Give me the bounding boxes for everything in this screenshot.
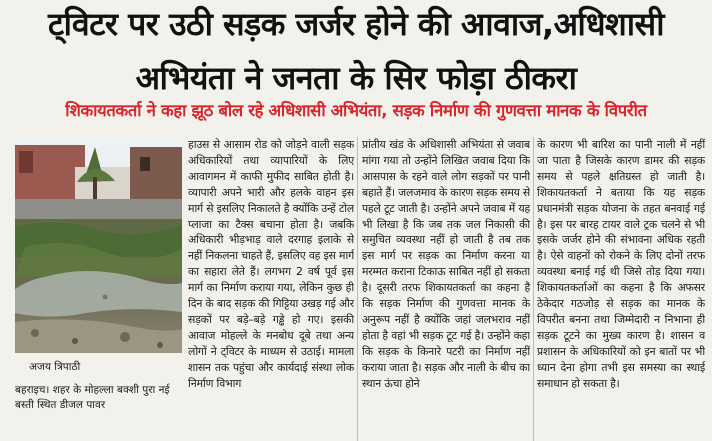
column-divider — [357, 137, 358, 441]
article-column-2: प्रांतीय खंड के अधिशासी अभियंता से जवाब मांगा गया तो उन्होंने लिखित जवाब दिया कि आसपास के रहने वाले लोग सड़कों पर पानी बहाते हैं। जलजमाव के कारण सड़क समय से पहले टूट जाती है। उन्होंने अपने जवाब में यह भी लिखा है कि जब तक जल निकासी की समुचित व्यवस्था नहीं हो जाती है तब तक इस मार्ग पर सड़क का निर्माण करना या मरम्मत कराना टिकाऊ साबित नहीं हो सकता है। दूसरी तरफ शिकायतकर्ता का कहना है कि सड़क निर्माण की गुणवत्ता मानक के अनुरूप नहीं है क्योंकि जहां जलभराव नहीं होता है वहां भी सड़क टूट गई है। उन्होंने कहा कि सड़क के किनारे पटरी का निर्माण नहीं कराया जाता है। सड़क और नाली के बीच का स्थान ऊंचा होने — [362, 138, 530, 390]
subheadline: शिकायतकर्ता ने कहा झूठ बोल रहे अधिशासी अभियंता, सड़क निर्माण की गुणवत्ता मानक के विपरीत — [65, 101, 647, 120]
byline: अजय त्रिपाठी — [29, 361, 81, 373]
article-column-1: हाउस से आसाम रोड को जोड़ने वाली सड़क अधिकारियों तथा व्यापारियों के लिए आवागमन में काफी मुफीद साबित होती है। व्यापारी अपने भारी और हलके वाहन इस मार्ग से इसलिए निकालते है क्योंकि उन्हें टोल प्लाजा का टैक्स बचाना होता है। जबकि अधिकारी भीड़भाड़ वाले दरगाह इलाके से नहीं निकलना चाहते हैं, इसलिए वह इस मार्ग का सहारा लेते हैं। लगभग 2 वर्ष पूर्व इस मार्ग का निर्माण कराया गया, लेकिन कुछ ही दिन के बाद सड़क की गिट्टिया उखड़ गई और सड़कों पर बड़े–बड़े गड्ढे हो गए। इसकी आवाज मोहल्ले के मनबोध दूबे तथा अन्य लोगों ने ट्विटर के माध्यम से उठाई। मामला शासन तक पहुंचा और कार्यदाई संस्था लोक निर्माण विभाग — [188, 138, 354, 390]
headline-line-1: ट्विटर पर उठी सड़क जर्जर होने की आवाज,अधिशासी — [48, 5, 664, 43]
article-column-3: के कारण भी बारिश का पानी नाली में नहीं जा पाता है जिसके कारण डामर की सड़क समय से पहले क्षतिग्रस्त हो जाती है। शिकायतकर्ता ने बताया कि यह सड़क प्रधानमंत्री सड़क योजना के तहत बनवाई गई है। इस पर बारह टायर वाले ट्रक चलने से भी इसके जर्जर होने की संभावना अधिक रहती है। ऐसे वाहनों को रोकने के लिए दोनों तरफ व्यवस्था बनाई गई थी जिसे तोड़ दिया गया। शिकायतकर्ताओं का कहना है कि अफसर ठेकेदार गठजोड़ से सड़क का मानक के विपरीत बनना तथा जिम्मेदारी न निभाना ही सड़क टूटने का मुख्य कारण है। शासन व प्रशासन के अधिकारियों को इन बातों पर भी ध्यान देना होगा तभी इस समस्या का स्थाई समाधान हो सकता है। — [537, 138, 705, 390]
photo-caption — [15, 360, 182, 414]
column-divider — [533, 137, 534, 441]
caption-text: बहराइच। शहर के मोहल्ला बक्शी पुरा नई बस्ती स्थित डीजल पावर — [15, 383, 170, 411]
news-photo — [15, 137, 182, 353]
waterlogged-road-photo-icon — [15, 137, 182, 353]
headline-line-2: अभियंता ने जनता के सिर फोड़ा ठीकरा — [135, 59, 577, 97]
